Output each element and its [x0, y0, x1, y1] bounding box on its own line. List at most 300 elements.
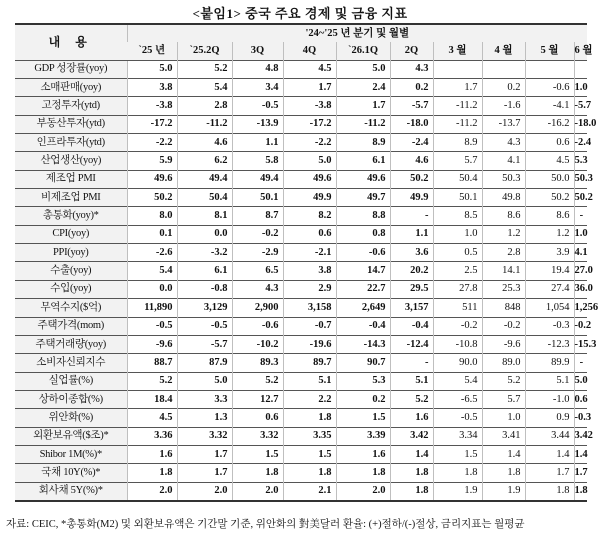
table-cell: -10.8 [433, 335, 482, 353]
table-cell: 1.0 [433, 225, 482, 243]
table-cell: -0.5 [433, 409, 482, 427]
table-cell: 5.0 [177, 372, 232, 390]
table-cell: 3.4 [232, 79, 283, 97]
column-header: 3 월 [433, 42, 482, 60]
row-label: 회사채 5Y(%)* [15, 482, 127, 501]
table-cell: 5.2 [177, 60, 232, 78]
table-cell: 5.2 [390, 390, 433, 408]
table-row [15, 225, 587, 243]
row-label: 수입(yoy) [15, 280, 127, 298]
table-cell: 2.9 [283, 280, 336, 298]
table-cell: 1.8 [232, 464, 283, 482]
table-cell: -2.2 [283, 134, 336, 152]
table-cell: - [390, 354, 433, 372]
table-cell: 2.0 [232, 482, 283, 501]
table-cell: 2,649 [336, 299, 390, 317]
table-cell: 19.4 [525, 262, 574, 280]
table-row [15, 445, 587, 463]
table-cell: -5.7 [574, 97, 587, 115]
table-cell: 1.9 [433, 482, 482, 501]
table-cell: 1.7 [283, 79, 336, 97]
table-cell: 0.1 [127, 225, 177, 243]
table-cell: 0.9 [525, 409, 574, 427]
table-cell: -17.2 [127, 115, 177, 133]
table-cell: 14.7 [336, 262, 390, 280]
table-cell: -0.4 [336, 317, 390, 335]
table-cell: 0.8 [336, 225, 390, 243]
table-cell: 1.5 [283, 445, 336, 463]
table-cell: - [574, 207, 587, 225]
table-row [15, 464, 587, 482]
table-cell: 90.7 [336, 354, 390, 372]
table-cell: - [390, 207, 433, 225]
table-cell: -16.2 [525, 115, 574, 133]
table-row [15, 372, 587, 390]
row-label: GDP 성장률(yoy) [15, 60, 127, 78]
table-cell: 5.4 [177, 79, 232, 97]
table-cell: -9.6 [127, 335, 177, 353]
table-cell: 50.2 [127, 189, 177, 207]
table-row [15, 482, 587, 501]
table-cell: -15.3 [574, 335, 587, 353]
table-cell: 2.0 [177, 482, 232, 501]
table-cell: 49.9 [283, 189, 336, 207]
table-cell: 50.1 [232, 189, 283, 207]
row-label: 상하이종합(%) [15, 390, 127, 408]
table-cell: -0.8 [177, 280, 232, 298]
table-cell: 50.1 [433, 189, 482, 207]
table-cell: -4.1 [525, 97, 574, 115]
table-cell: -17.2 [283, 115, 336, 133]
row-label: 총통화(yoy)* [15, 207, 127, 225]
row-label: 무역수지($억) [15, 299, 127, 317]
row-label: 비제조업 PMI [15, 189, 127, 207]
table-cell: -12.3 [525, 335, 574, 353]
row-label: 소매판매(yoy) [15, 79, 127, 97]
table-cell: 3.42 [574, 427, 587, 445]
table-cell: -14.3 [336, 335, 390, 353]
label-column-header: 내 용 [15, 24, 127, 60]
table-cell: 89.9 [525, 354, 574, 372]
table-cell: 88.7 [127, 354, 177, 372]
table-cell: -12.4 [390, 335, 433, 353]
table-cell: 0.0 [127, 280, 177, 298]
table-cell: 50.3 [482, 170, 525, 188]
table-cell: 3.9 [525, 244, 574, 262]
table-cell: 3.39 [336, 427, 390, 445]
table-cell: 5.7 [433, 152, 482, 170]
table-cell: 27.8 [433, 280, 482, 298]
table-cell: 1.8 [127, 464, 177, 482]
table-row [15, 244, 587, 262]
table-cell: 1.8 [525, 482, 574, 501]
table-cell: 1.6 [390, 409, 433, 427]
table-row [15, 79, 587, 97]
table-cell: 4.3 [232, 280, 283, 298]
table-cell: 3.41 [482, 427, 525, 445]
table-cell: 3.32 [232, 427, 283, 445]
table-cell: 3.36 [127, 427, 177, 445]
table-cell: 1.3 [177, 409, 232, 427]
table-cell: 1.4 [574, 445, 587, 463]
table-cell: 5.0 [283, 152, 336, 170]
table-cell: 1.8 [482, 464, 525, 482]
source-footnote: 자료: CEIC, *총통화(M2) 및 외환보유액은 기간말 기준, 위안화의 對美달러 환율: (+)절하/(-)절상, 금리지표는 월평균 [6, 519, 525, 530]
table-cell: -6.5 [433, 390, 482, 408]
table-cell: 5.4 [127, 262, 177, 280]
table-cell: -2.4 [390, 134, 433, 152]
table-cell: 1.1 [390, 225, 433, 243]
table-cell: -2.4 [574, 134, 587, 152]
table-cell: 1.4 [390, 445, 433, 463]
table-cell: -10.2 [232, 335, 283, 353]
table-cell: 4.5 [525, 152, 574, 170]
table-cell: 8.5 [433, 207, 482, 225]
table-row [15, 207, 587, 225]
table-cell: 1,256 [574, 299, 587, 317]
table-cell: 22.7 [336, 280, 390, 298]
table-row [15, 97, 587, 115]
table-row [15, 299, 587, 317]
table-row [15, 189, 587, 207]
table-cell: 49.4 [232, 170, 283, 188]
row-label: 부동산투자(ytd) [15, 115, 127, 133]
table-cell: 3.34 [433, 427, 482, 445]
row-label: 산업생산(yoy) [15, 152, 127, 170]
table-cell: 3.32 [177, 427, 232, 445]
table-cell: 49.6 [336, 170, 390, 188]
table-cell: 1.5 [433, 445, 482, 463]
table-cell: -1.6 [482, 97, 525, 115]
table-cell: 49.4 [177, 170, 232, 188]
table-cell: 50.2 [574, 189, 587, 207]
column-header: 3Q [232, 42, 283, 60]
table-cell: 0.0 [177, 225, 232, 243]
table-cell: 0.6 [525, 134, 574, 152]
table-cell: 5.0 [574, 372, 587, 390]
table-cell: -9.6 [482, 335, 525, 353]
table-cell: 0.6 [574, 390, 587, 408]
table-cell: -3.2 [177, 244, 232, 262]
table-row [15, 152, 587, 170]
row-label: 인프라투자(ytd) [15, 134, 127, 152]
table-cell: 5.2 [127, 372, 177, 390]
table-row [15, 409, 587, 427]
table-cell: 8.8 [336, 207, 390, 225]
table-cell: 3.44 [525, 427, 574, 445]
table-cell: 1.0 [574, 79, 587, 97]
table-cell [433, 60, 482, 78]
table-cell: 1.7 [525, 464, 574, 482]
table-cell: 1.8 [390, 464, 433, 482]
table-cell: 3.3 [177, 390, 232, 408]
column-header: `26.1Q [336, 42, 390, 60]
table-cell: 0.2 [336, 390, 390, 408]
table-cell: -0.5 [127, 317, 177, 335]
row-label: CPI(yoy) [15, 225, 127, 243]
table-body [15, 60, 599, 501]
table-cell: 1.9 [482, 482, 525, 501]
row-label: Shibor 1M(%)* [15, 445, 127, 463]
table-cell: 5.1 [283, 372, 336, 390]
table-cell: 4.5 [127, 409, 177, 427]
table-cell: 1.8 [336, 464, 390, 482]
table-cell: 0.2 [482, 79, 525, 97]
table-cell: 2,900 [232, 299, 283, 317]
table-cell: 49.8 [482, 189, 525, 207]
table-row [15, 280, 587, 298]
table-cell: 0.5 [433, 244, 482, 262]
table-cell: 6.1 [177, 262, 232, 280]
table-row [15, 262, 587, 280]
table-cell: 4.3 [482, 134, 525, 152]
table-cell: 3.8 [127, 79, 177, 97]
table-cell: 2.0 [336, 482, 390, 501]
table-cell: 49.6 [127, 170, 177, 188]
table-cell: 3.8 [283, 262, 336, 280]
table-row [15, 134, 587, 152]
table-cell: 3.6 [390, 244, 433, 262]
indicator-table [15, 23, 599, 502]
table-cell: -0.6 [525, 79, 574, 97]
table-cell: 1,054 [525, 299, 574, 317]
table-cell: 8.0 [127, 207, 177, 225]
table-cell: 1.7 [336, 97, 390, 115]
page-title: <붙임1> 중국 주요 경제 및 금융 지표 [192, 6, 408, 21]
table-cell: 4.1 [574, 244, 587, 262]
table-cell: 49.6 [283, 170, 336, 188]
table-cell: 2.4 [336, 79, 390, 97]
table-cell: 5.0 [127, 60, 177, 78]
table-cell: 2.8 [177, 97, 232, 115]
table-cell: 1.2 [482, 225, 525, 243]
table-cell: 5.2 [482, 372, 525, 390]
table-cell: -1.0 [525, 390, 574, 408]
table-cell: 89.0 [482, 354, 525, 372]
table-cell: 50.4 [433, 170, 482, 188]
table-cell: 29.5 [390, 280, 433, 298]
table-row [15, 427, 587, 445]
table-cell: -13.7 [482, 115, 525, 133]
table-row [15, 390, 587, 408]
column-header: 5 월 [525, 42, 574, 60]
table-cell: 2.0 [127, 482, 177, 501]
table-cell: -2.2 [127, 134, 177, 152]
table-cell: -13.9 [232, 115, 283, 133]
table-cell: 6.1 [336, 152, 390, 170]
table-cell: 5.3 [574, 152, 587, 170]
row-label: PPI(yoy) [15, 244, 127, 262]
table-cell: 1.8 [283, 409, 336, 427]
table-cell: 8.7 [232, 207, 283, 225]
table-cell: -19.6 [283, 335, 336, 353]
table-cell: 1.5 [232, 445, 283, 463]
table-cell: 25.3 [482, 280, 525, 298]
table-cell: 6.5 [232, 262, 283, 280]
table-cell: 1.7 [574, 464, 587, 482]
table-cell: 1.0 [482, 409, 525, 427]
table-cell: -11.2 [336, 115, 390, 133]
table-cell: 8.1 [177, 207, 232, 225]
table-cell: 89.3 [232, 354, 283, 372]
table-cell: 3,158 [283, 299, 336, 317]
table-cell: 0.6 [283, 225, 336, 243]
table-cell: 8.6 [525, 207, 574, 225]
row-label: 주택거래량(yoy) [15, 335, 127, 353]
table-cell: 1.1 [232, 134, 283, 152]
table-cell: 50.2 [525, 189, 574, 207]
table-cell: 14.1 [482, 262, 525, 280]
table-cell: 848 [482, 299, 525, 317]
table-cell: -0.5 [232, 97, 283, 115]
column-header: 2Q [390, 42, 433, 60]
table-cell: 50.4 [177, 189, 232, 207]
table-cell: 4.8 [232, 60, 283, 78]
column-header: 6 월 [574, 42, 587, 60]
table-cell: 11,890 [127, 299, 177, 317]
table-cell: -0.5 [177, 317, 232, 335]
row-label: 국채 10Y(%)* [15, 464, 127, 482]
row-label: 외환보유액($조)* [15, 427, 127, 445]
table-cell: 2.1 [283, 482, 336, 501]
table-cell: -2.1 [283, 244, 336, 262]
row-label: 소비자신뢰지수 [15, 354, 127, 372]
table-cell: 4.6 [177, 134, 232, 152]
table-cell: 2.2 [283, 390, 336, 408]
table-cell [525, 60, 574, 78]
table-cell: 3.35 [283, 427, 336, 445]
table-cell: -2.6 [127, 244, 177, 262]
table-cell: 49.7 [336, 189, 390, 207]
table-row [15, 317, 587, 335]
row-label: 위안화(%) [15, 409, 127, 427]
table-cell: -18.0 [390, 115, 433, 133]
row-label: 수출(yoy) [15, 262, 127, 280]
table-cell: 5.4 [433, 372, 482, 390]
table-cell: -2.9 [232, 244, 283, 262]
table-cell: 1.7 [177, 445, 232, 463]
table-cell: 4.5 [283, 60, 336, 78]
table-cell: 8.2 [283, 207, 336, 225]
table-cell: 4.6 [390, 152, 433, 170]
column-header: `25 년 [127, 42, 177, 60]
table-cell: 1.2 [525, 225, 574, 243]
row-label: 고정투자(ytd) [15, 97, 127, 115]
row-label: 실업률(%) [15, 372, 127, 390]
table-cell: 2.8 [482, 244, 525, 262]
table-cell: 0.6 [232, 409, 283, 427]
table-cell: 5.1 [525, 372, 574, 390]
table-cell: 50.3 [574, 170, 587, 188]
table-cell: 27.4 [525, 280, 574, 298]
table-cell: -5.7 [390, 97, 433, 115]
table-cell: 1.5 [336, 409, 390, 427]
table-cell [482, 60, 525, 78]
table-row [15, 335, 587, 353]
table-cell: 1.6 [336, 445, 390, 463]
table-cell: 49.9 [390, 189, 433, 207]
table-cell: -0.4 [390, 317, 433, 335]
table-cell: 1.8 [390, 482, 433, 501]
table-cell: 1.8 [283, 464, 336, 482]
table-cell: 4.1 [482, 152, 525, 170]
table-cell: 5.3 [336, 372, 390, 390]
table-cell: 1.8 [574, 482, 587, 501]
table-cell: 6.2 [177, 152, 232, 170]
table-cell: -18.0 [574, 115, 587, 133]
table-cell: -11.2 [177, 115, 232, 133]
table-cell: 3,157 [390, 299, 433, 317]
table-cell: 36.0 [574, 280, 587, 298]
indicator-table-container [15, 23, 599, 502]
table-cell: 12.7 [232, 390, 283, 408]
table-cell: 2.5 [433, 262, 482, 280]
table-cell: 27.0 [574, 262, 587, 280]
table-cell: -0.7 [283, 317, 336, 335]
table-row [15, 354, 587, 372]
table-cell: 87.9 [177, 354, 232, 372]
table-cell: -0.6 [232, 317, 283, 335]
table-cell: 5.8 [232, 152, 283, 170]
table-cell: -0.2 [482, 317, 525, 335]
table-cell: 1.4 [482, 445, 525, 463]
table-cell [574, 60, 587, 78]
table-cell: 90.0 [433, 354, 482, 372]
table-cell: 3.42 [390, 427, 433, 445]
table-cell: 1.4 [525, 445, 574, 463]
table-cell: -11.2 [433, 115, 482, 133]
table-cell: -0.2 [232, 225, 283, 243]
table-cell: 1.7 [177, 464, 232, 482]
table-cell: 18.4 [127, 390, 177, 408]
row-label: 주택가격(mom) [15, 317, 127, 335]
table-cell: - [574, 354, 587, 372]
table-cell: -3.8 [283, 97, 336, 115]
table-cell: 50.2 [390, 170, 433, 188]
table-cell: -0.6 [336, 244, 390, 262]
table-cell: -11.2 [433, 97, 482, 115]
period-group-header: '24~'25 년 분기 및 월별 [127, 24, 587, 42]
table-cell: 511 [433, 299, 482, 317]
table-cell: 89.7 [283, 354, 336, 372]
table-cell: 5.2 [232, 372, 283, 390]
table-row [15, 115, 587, 133]
table-cell: -0.3 [574, 409, 587, 427]
table-cell: 8.6 [482, 207, 525, 225]
column-header: `25.2Q [177, 42, 232, 60]
table-cell: 50.0 [525, 170, 574, 188]
column-header: 4 월 [482, 42, 525, 60]
table-cell: -3.8 [127, 97, 177, 115]
table-cell: -0.2 [574, 317, 587, 335]
table-cell: 1.7 [433, 79, 482, 97]
table-cell: 5.1 [390, 372, 433, 390]
table-cell: 8.9 [336, 134, 390, 152]
table-cell: 20.2 [390, 262, 433, 280]
table-cell: 5.9 [127, 152, 177, 170]
row-label: 제조업 PMI [15, 170, 127, 188]
table-cell: 5.0 [336, 60, 390, 78]
table-cell: 1.8 [433, 464, 482, 482]
table-cell: 0.2 [390, 79, 433, 97]
column-header: 4Q [283, 42, 336, 60]
table-cell: 4.3 [390, 60, 433, 78]
table-cell: -0.2 [433, 317, 482, 335]
table-cell: 8.9 [433, 134, 482, 152]
table-header [15, 24, 593, 60]
table-cell: -0.3 [525, 317, 574, 335]
table-cell: -5.7 [177, 335, 232, 353]
